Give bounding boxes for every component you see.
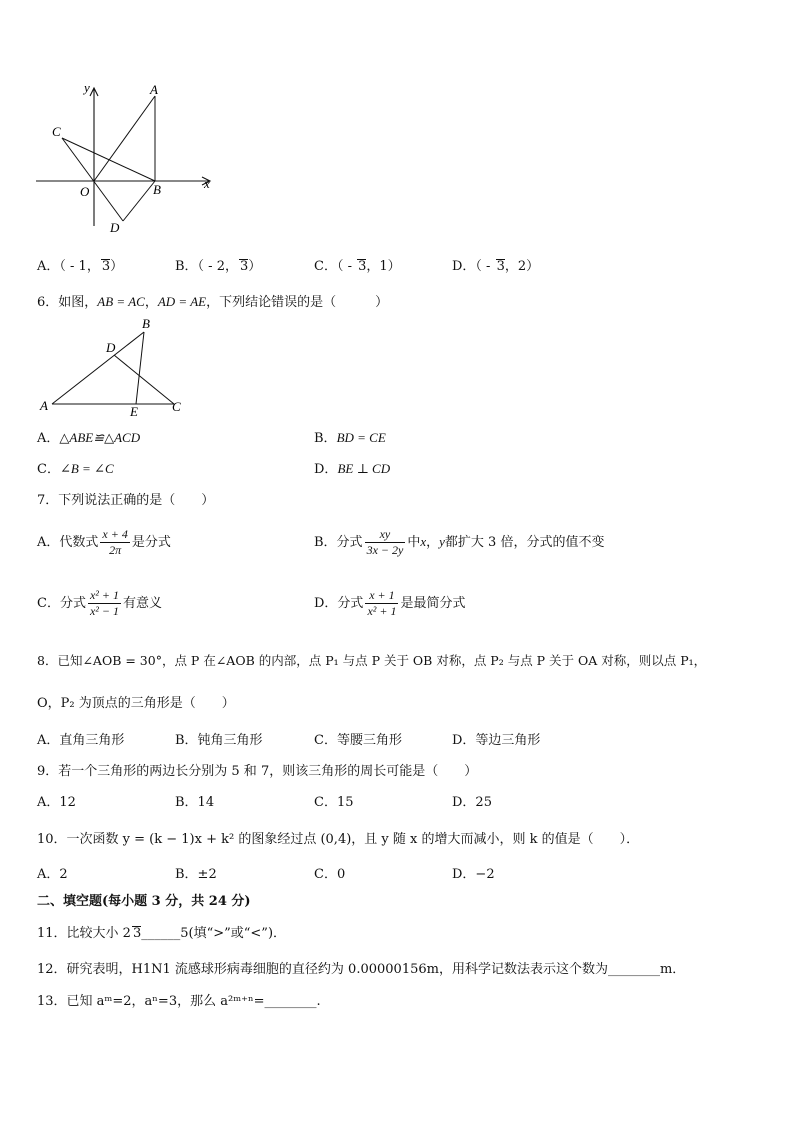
- q9-option-b: B．14: [175, 795, 215, 810]
- label-d: D: [110, 220, 120, 235]
- q6-option-a: [37, 427, 140, 446]
- label-c: C: [52, 124, 61, 139]
- option-suffix: 都扩大 3 倍，分式的值不变: [444, 535, 605, 550]
- q7-stem: 7．下列说法正确的是（ ）: [37, 493, 215, 508]
- q10-option-a: A．2: [37, 867, 68, 882]
- label-d: D: [106, 340, 116, 355]
- q12-text: 12．研究表明，H1N1 流感球形病毒细胞的直径约为 0.00000156m，用科学记数法表示这个数为: [37, 962, 608, 977]
- q5-option-c: [314, 255, 401, 274]
- answer-blank: ______: [141, 926, 181, 941]
- q8-option-a: A．直角三角形: [37, 733, 125, 748]
- option-prefix: D．分式: [314, 596, 364, 611]
- label-y: y: [84, 80, 90, 95]
- segment-dc: [114, 355, 174, 404]
- numerator: x + 1: [365, 588, 398, 604]
- option-label: C．: [37, 462, 60, 477]
- q6-figure: [36, 312, 196, 417]
- q13: [37, 990, 321, 1009]
- label-b: B: [153, 182, 161, 197]
- q13-end: .: [316, 994, 321, 1009]
- q9-option-c: C．15: [314, 795, 354, 810]
- radical: 3: [101, 259, 111, 274]
- option-text: △ABE≌△ACD: [59, 430, 141, 445]
- fraction: [365, 527, 406, 558]
- option-text: ∠B = ∠C: [59, 461, 114, 476]
- denominator: x² − 1: [89, 604, 119, 618]
- q8-option-b: B．钝角三角形: [175, 733, 263, 748]
- segment-db: [123, 181, 155, 221]
- q11: [37, 922, 286, 941]
- label-o: O: [80, 184, 90, 199]
- var-x: x: [420, 534, 427, 549]
- segment-cb: [62, 138, 155, 181]
- radical: 3: [358, 259, 367, 274]
- q10-option-d: D．−2: [452, 867, 495, 882]
- q9-stem: 9．若一个三角形的两边长分别为 5 和 7，则该三角形的周长可能是（ ）: [37, 764, 478, 779]
- fraction: [88, 588, 121, 619]
- q12-unit: m．: [659, 962, 686, 977]
- denominator: x² + 1: [367, 604, 397, 618]
- label-x: x: [204, 176, 210, 191]
- comma: ，: [426, 535, 440, 550]
- separator: ，: [144, 295, 158, 310]
- stem-suffix: ，下列结论错误的是（ ）: [206, 295, 389, 310]
- q9-option-d: D．25: [452, 795, 492, 810]
- option-label: D．: [314, 462, 338, 477]
- numerator: x + 4: [102, 527, 128, 541]
- label-a: A: [150, 82, 158, 97]
- radical: 3: [496, 259, 505, 274]
- denominator: 2π: [109, 543, 122, 557]
- option-label: A．（ - 1，: [37, 259, 100, 274]
- condition-2: AD = AE: [157, 294, 207, 309]
- label-a: A: [40, 398, 48, 413]
- q8-stem-line1: 8．已知∠AOB = 30°，点 P 在∠AOB 的内部，点 P₁ 与点 P 关于 OB 对称，点 P₂ 与点 P 关于 OA 对称，则以点 P₁，: [37, 653, 707, 668]
- denominator: 3x − 2y: [366, 543, 404, 557]
- q10-stem: 10．一次函数 y = (k − 1)x + k² 的图象经过点 (0,4)，且 y 随 x 的增大而减小，则 k 的值是（ ）．: [37, 832, 640, 847]
- option-label: B．: [314, 431, 337, 446]
- stem-prefix: 6．如图，: [37, 295, 98, 310]
- q7-option-d: [314, 588, 465, 619]
- radical: 3: [132, 926, 142, 941]
- option-text: BD = CE: [336, 430, 386, 445]
- q5-option-b: [175, 255, 261, 274]
- label-e: E: [130, 404, 138, 417]
- option-suffix: 是分式: [131, 535, 171, 550]
- segment-oa: [94, 96, 155, 181]
- numerator: x² + 1: [89, 588, 119, 602]
- option-prefix: B．分式: [314, 535, 363, 550]
- q6-option-c: [37, 458, 114, 477]
- option-label: B．（ - 2，: [175, 259, 238, 274]
- fraction: [365, 588, 398, 619]
- option-label: A．: [37, 431, 60, 446]
- segment-be: [136, 332, 144, 404]
- option-prefix: C．分式: [37, 596, 86, 611]
- q9-option-a: A．12: [37, 795, 76, 810]
- mid-text: 中: [407, 535, 421, 550]
- radical: 3: [239, 259, 249, 274]
- label-c: C: [172, 399, 181, 414]
- option-prefix: A．代数式: [37, 535, 99, 550]
- q7-option-a: [37, 527, 171, 558]
- numerator: xy: [365, 527, 406, 543]
- segment-cd: [62, 138, 123, 221]
- option-end: ）: [110, 259, 124, 274]
- q6-stem: [37, 291, 388, 310]
- fraction: [100, 527, 129, 558]
- label-b: B: [142, 316, 150, 331]
- q8-option-c: C．等腰三角形: [314, 733, 402, 748]
- q10-option-b: B．±2: [175, 867, 217, 882]
- q13-text: 13．已知 aᵐ=2，aⁿ=3，那么 a²ᵐ⁺ⁿ=: [37, 994, 265, 1009]
- section-2-title: 二、填空题(每小题 3 分，共 24 分): [37, 894, 251, 909]
- option-end: ）: [248, 259, 262, 274]
- q8-stem-line2: O，P₂ 为顶点的三角形是（ ）: [37, 696, 235, 711]
- answer-blank: ________: [264, 994, 317, 1009]
- option-end: ，1）: [366, 259, 401, 274]
- option-end: ，2）: [504, 259, 540, 274]
- q7-option-b: [314, 527, 604, 558]
- q10-option-c: C．0: [314, 867, 346, 882]
- q11-suffix: 5(填“>”或“<”)．: [180, 926, 287, 941]
- answer-blank: ________: [607, 962, 660, 977]
- option-label: C．（ -: [314, 259, 357, 274]
- var-y: y: [439, 534, 445, 549]
- q11-prefix: 11．比较大小 2: [37, 926, 131, 941]
- q5-figure: [30, 78, 230, 238]
- option-text: BE ⊥ CD: [337, 461, 391, 476]
- q6-option-b: [314, 427, 386, 446]
- q12: [37, 958, 685, 977]
- option-label: D．（ -: [452, 259, 495, 274]
- q8-option-d: D．等边三角形: [452, 733, 541, 748]
- condition-1: AB = AC: [97, 294, 145, 309]
- option-suffix: 有意义: [122, 596, 162, 611]
- q5-option-a: [37, 255, 123, 274]
- option-suffix: 是最简分式: [400, 596, 466, 611]
- q5-option-d: [452, 255, 539, 274]
- q6-option-d: [314, 458, 390, 477]
- q7-option-c: [37, 588, 162, 619]
